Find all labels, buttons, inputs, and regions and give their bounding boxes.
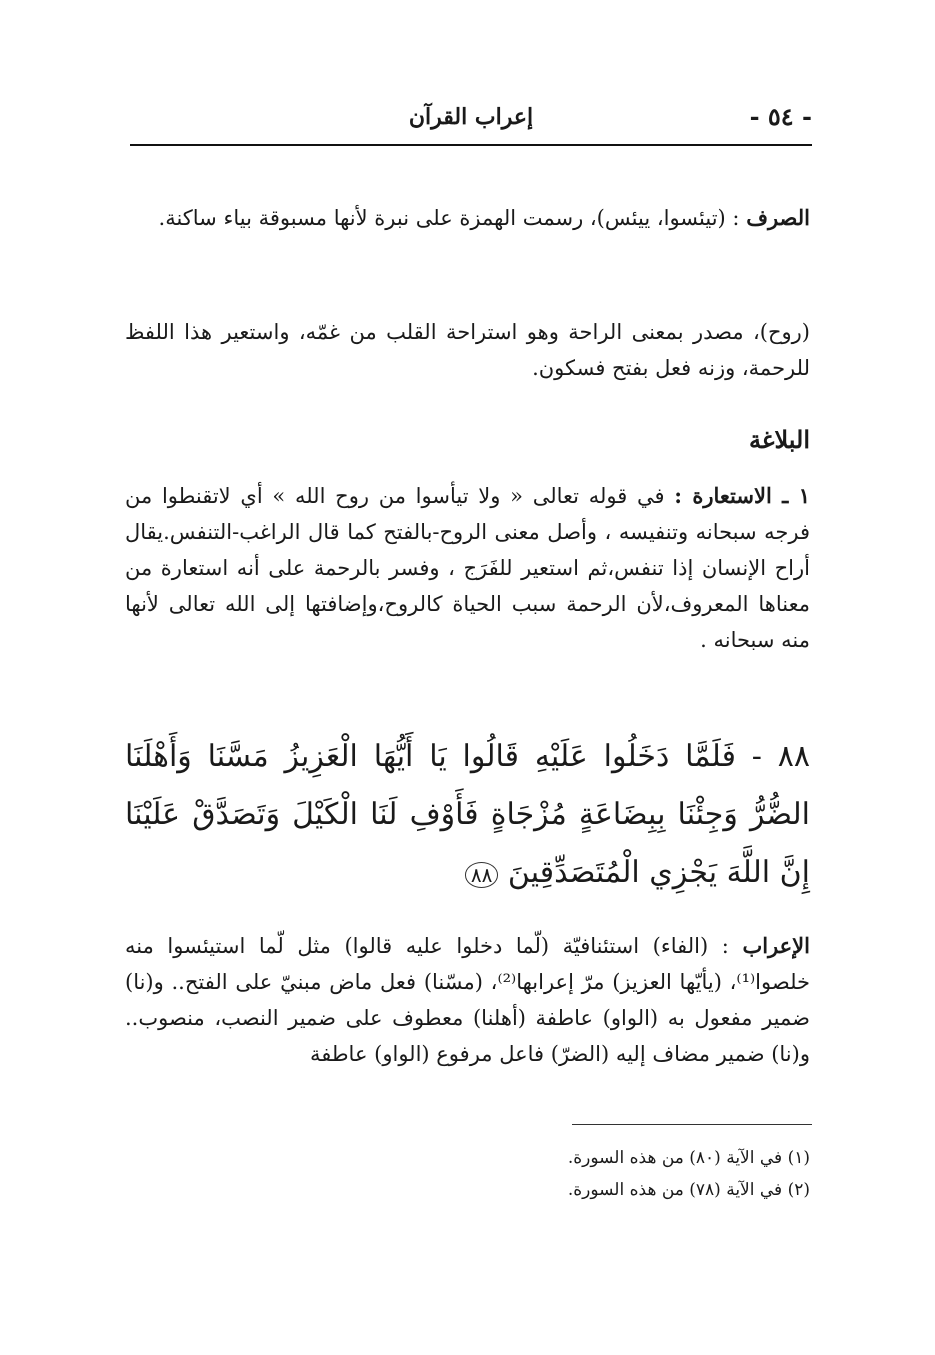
verse-text: فَلَمَّا دَخَلُوا عَلَيْهِ قَالُوا يَا أَيُّهَا الْعَزِيزُ مَسَّنَا وَأَهْلَنَا الضُّرُّ وَجِئْنَا بِبِضَاعَةٍ مُزْجَاةٍ فَأَوْفِ لَنَا الْكَيْلَ وَتَصَدَّقْ عَلَيْنَا إِنَّ اللَّهَ يَجْزِي الْمُتَصَدِّقِينَ (125, 739, 810, 890)
footnote-divider (572, 1124, 812, 1125)
istiara-text: في قوله تعالى « ولا تيأسوا من روح الله » أي لاتقنطوا من فرجه سبحانه وتنفيسه ، وأصل معنى الروح-بالفتح كما قال الراغب-التنفس.يقال أراح الإنسان إذا تنفس،ثم استعير للفَرَج ، وفسر بالرحمة على أنه استعارة من معناها المعروف،لأن الرحمة سبب الحياة كالروح،وإضافتها إلى الله تعالى لأنها منه سبحانه . (125, 484, 810, 652)
balagha-heading: البلاغة (749, 425, 810, 454)
irab-text: : (الفاء) استئنافيّة (لّما دخلوا عليه قالوا) مثل لّما استيئسوا منه خلصوا⁽¹⁾، (يأيّها العزيز) مرّ إعرابها⁽²⁾، (مسّنا) فعل ماض مبنيّ على الفتح.. و(نا) ضمير مفعول به (الواو) عاطفة (أهلنا) معطوف على ضمير النصب، منصوب.. و(نا) ضمير مضاف إليه (الضرّ) فاعل مرفوع (الواو) عاطفة (125, 934, 811, 1066)
verse-number: ٨٨ - (751, 739, 810, 774)
book-title: إعراب القرآن (408, 104, 534, 130)
sarf-paragraph (125, 200, 810, 236)
quran-verse (125, 728, 810, 904)
istiara-paragraph (125, 478, 810, 658)
footnote-1: (١) في الآية (٨٠) من هذه السورة. (567, 1148, 810, 1168)
irab-label: الإعراب (742, 933, 810, 958)
irab-paragraph (125, 928, 810, 1072)
sarf-text: : (تيئسوا، ييئس)، رسمت الهمزة على نبرة لأنها مسبوقة بياء ساكنة. (158, 206, 740, 230)
footnotes (310, 1142, 810, 1206)
header-divider (130, 144, 812, 146)
istiara-label: ١ ـ الاستعارة : (674, 483, 810, 508)
ayah-marker-icon: ٨٨ (465, 862, 498, 888)
page-header (130, 100, 812, 146)
rawh-paragraph: (روح)، مصدر بمعنى الراحة وهو استراحة القلب من غمّه، واستعير هذا اللفظ للرحمة، وزنه فعل بفتح فسكون. (125, 320, 810, 380)
page-number: - ٥٤ - (749, 102, 812, 131)
sarf-label: الصرف (746, 205, 810, 230)
footnote-2: (٢) في الآية (٧٨) من هذه السورة. (567, 1180, 810, 1200)
